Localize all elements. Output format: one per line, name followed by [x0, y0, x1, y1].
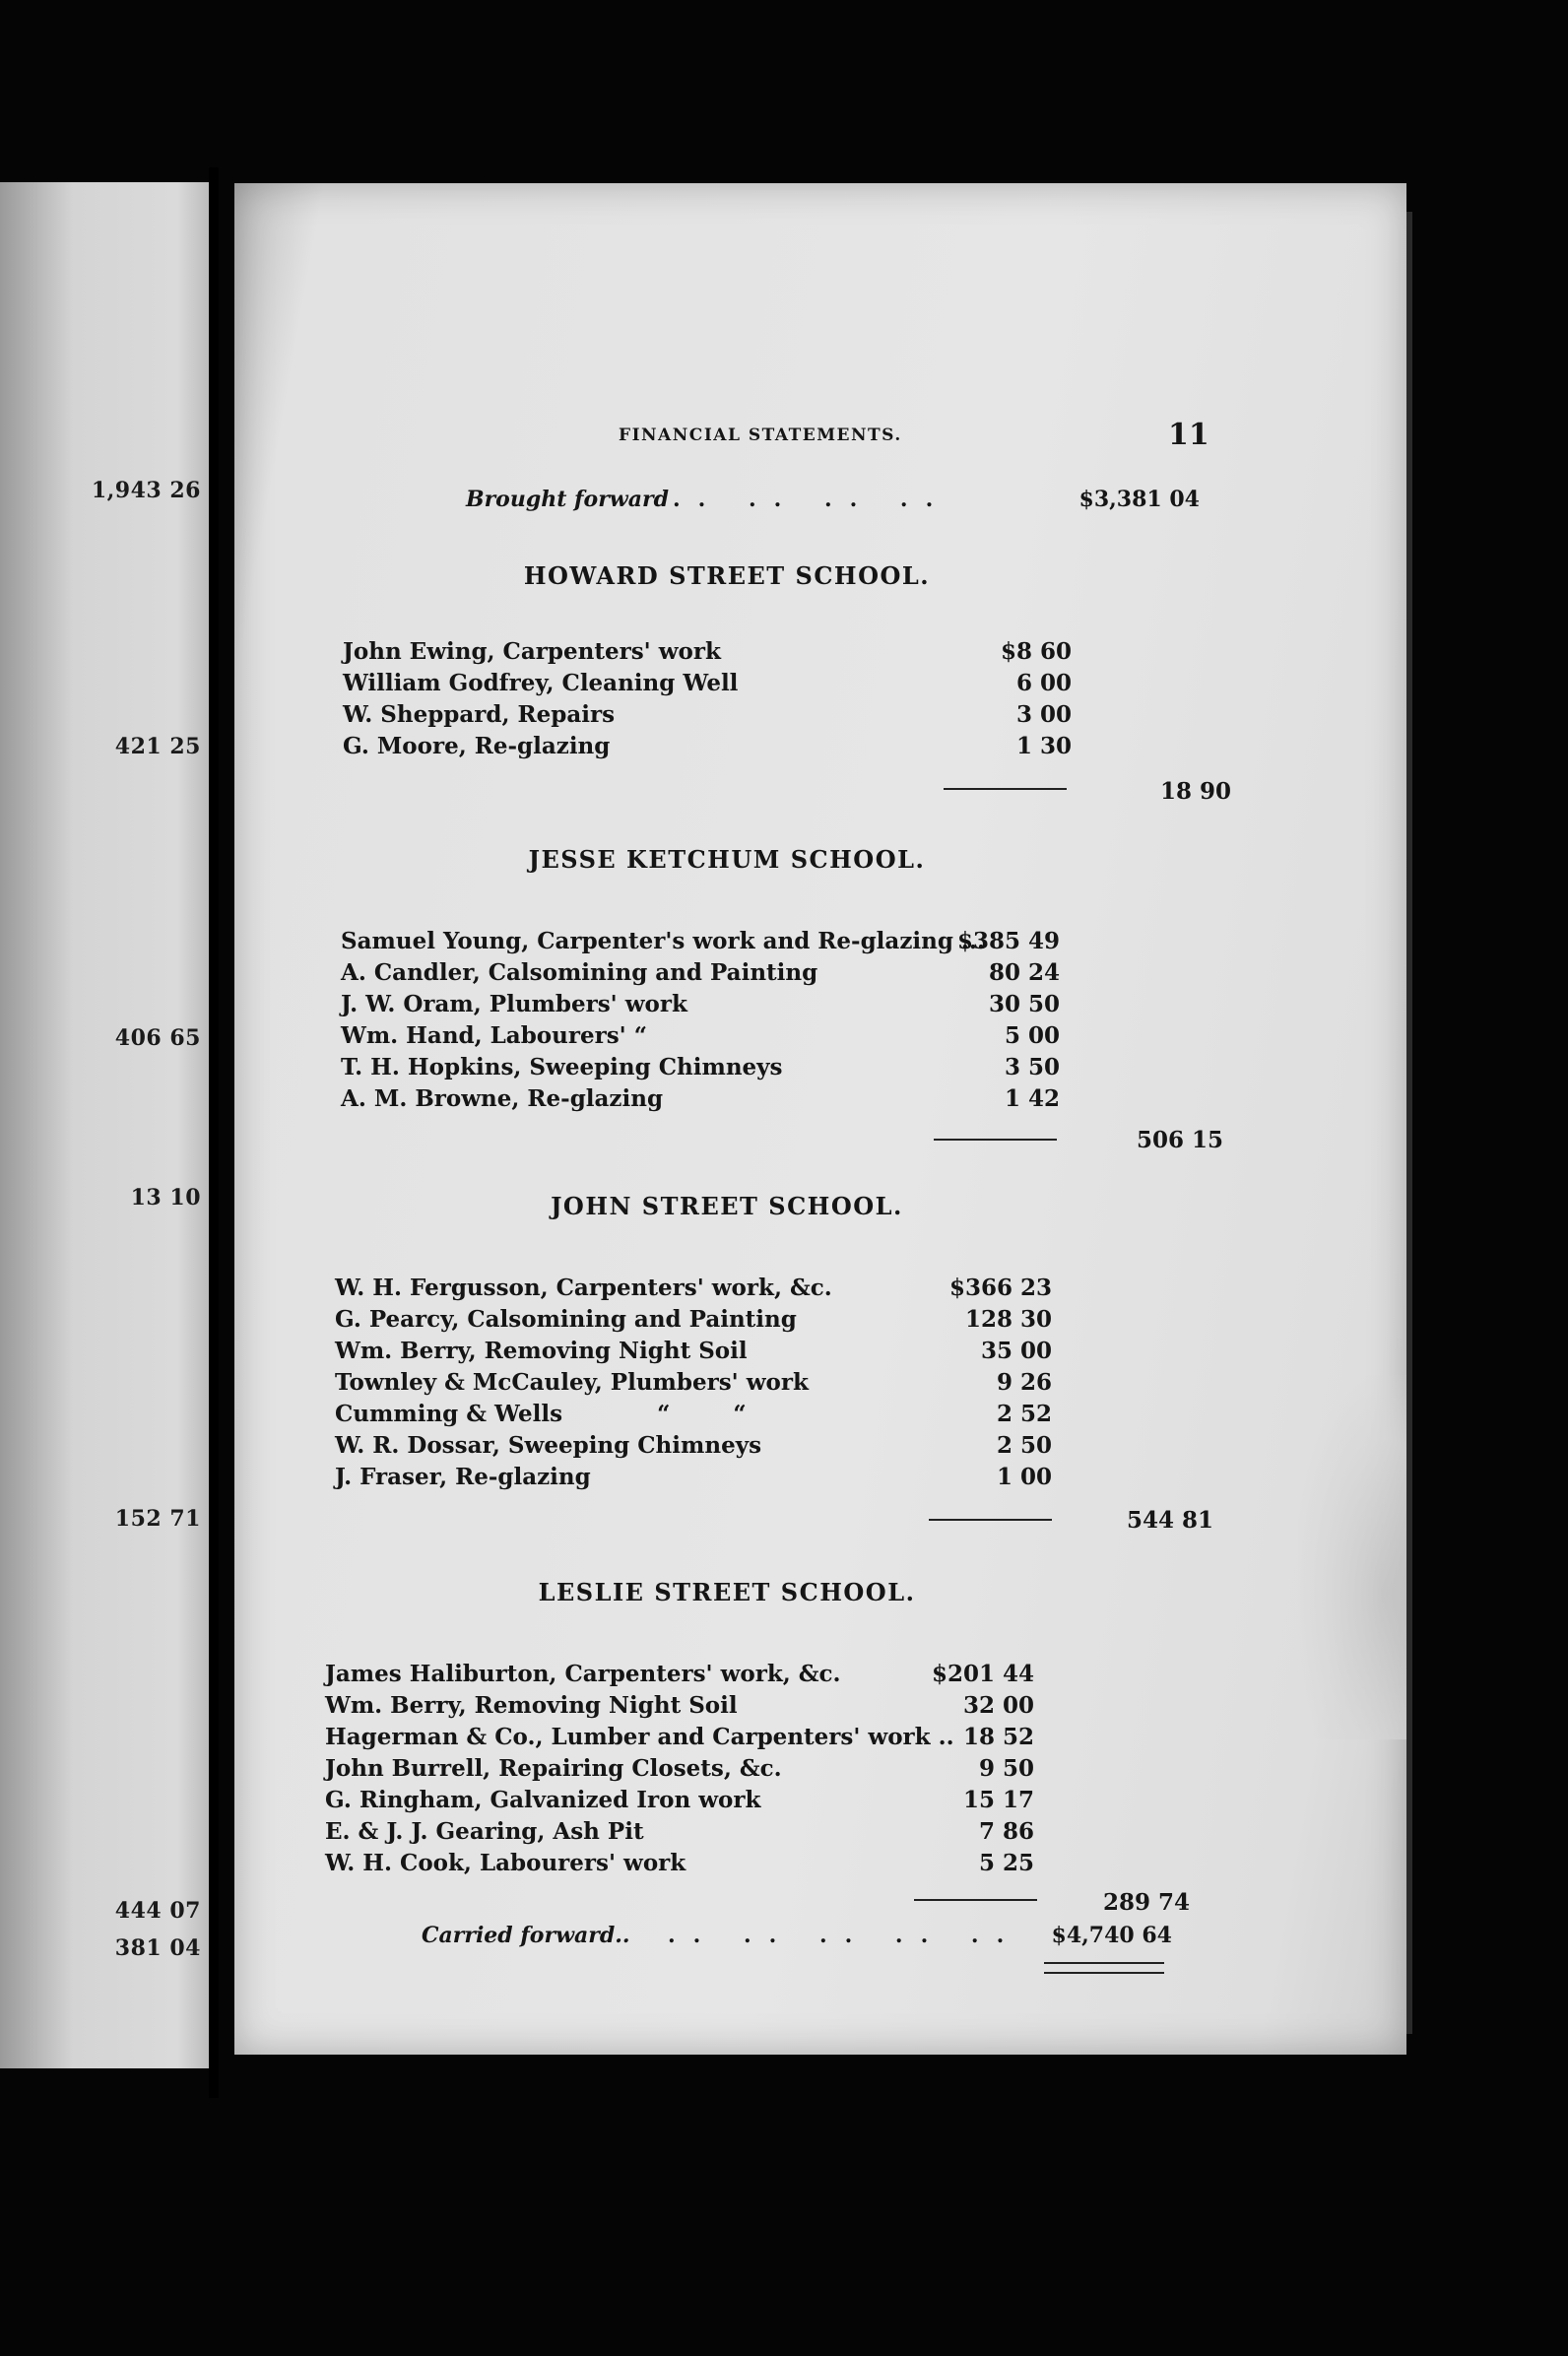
- entry-amount: 6 00: [1015, 670, 1072, 696]
- left-page-amount: 406 65: [114, 1025, 201, 1051]
- ledger-entry: [335, 1306, 1052, 1338]
- entry-name: A. Candler, Calsomining and Painting: [341, 959, 818, 986]
- entry-name: G. Ringham, Galvanized Iron work: [325, 1787, 761, 1813]
- entry-amount: $201 44: [931, 1661, 1034, 1687]
- ledger-entry: [341, 991, 1060, 1022]
- brought-forward-label: Brought forward: [466, 487, 669, 512]
- page-edge: [1406, 212, 1412, 2034]
- brought-forward-amount: $3,381 04: [1078, 487, 1200, 512]
- left-page-amount: 13 10: [130, 1185, 201, 1211]
- paper-stain: [1298, 1375, 1406, 1739]
- entry-name: Wm. Berry, Removing Night Soil: [335, 1338, 748, 1364]
- entry-name: A. M. Browne, Re-glazing: [341, 1085, 664, 1112]
- ledger-entry: [325, 1692, 1034, 1724]
- entry-amount: $8 60: [1000, 638, 1072, 665]
- subtotal-rule: [934, 1139, 1057, 1141]
- entry-amount: 128 30: [964, 1306, 1052, 1333]
- entry-name: Samuel Young, Carpenter's work and Re-glazing ...: [341, 928, 985, 954]
- entry-amount: 9 26: [996, 1369, 1052, 1396]
- entry-amount: 1 30: [1015, 733, 1072, 759]
- entry-name: James Haliburton, Carpenters' work, &c.: [325, 1661, 841, 1687]
- left-page-amount: 1,943 26: [91, 478, 201, 503]
- entry-amount: 5 00: [1004, 1022, 1060, 1049]
- section-title-jesse-ketchum: JESSE KETCHUM SCHOOL.: [528, 845, 926, 874]
- leader-dots: .. .. .. ..: [673, 487, 951, 512]
- entry-name: William Godfrey, Cleaning Well: [343, 670, 739, 696]
- left-page-amount: 444 07: [114, 1898, 201, 1924]
- ledger-entry: [335, 1401, 1052, 1432]
- section-title-john-street: JOHN STREET SCHOOL.: [551, 1192, 903, 1220]
- entry-name: J. W. Oram, Plumbers' work: [341, 991, 687, 1017]
- ledger-entry: [341, 928, 1060, 959]
- brought-forward-row: [234, 487, 1200, 518]
- ledger-entry: [325, 1724, 1034, 1755]
- ledger-entry: [325, 1818, 1034, 1850]
- entry-name: Wm. Berry, Removing Night Soil: [325, 1692, 738, 1719]
- entry-name: John Ewing, Carpenters' work: [343, 638, 721, 665]
- entry-amount: 35 00: [980, 1338, 1052, 1364]
- entry-amount: $366 23: [948, 1275, 1052, 1301]
- entry-amount: $385 49: [956, 928, 1060, 954]
- entry-name: Cumming & Wells “ “: [335, 1401, 747, 1427]
- entry-amount: 32 00: [962, 1692, 1034, 1719]
- ledger-entry: [343, 701, 1072, 733]
- entry-amount: 3 50: [1004, 1054, 1060, 1080]
- entry-amount: 18 52: [962, 1724, 1034, 1750]
- ledger-entry: [341, 1085, 1060, 1117]
- ledger-entry: [335, 1275, 1052, 1306]
- entry-name: J. Fraser, Re-glazing: [335, 1464, 591, 1490]
- subtotal-rule: [944, 788, 1067, 790]
- left-page-amount: 152 71: [114, 1506, 201, 1532]
- entry-name: W. H. Fergusson, Carpenters' work, &c.: [335, 1275, 832, 1301]
- entry-amount: 3 00: [1015, 701, 1072, 728]
- entry-amount: 15 17: [962, 1787, 1034, 1813]
- entry-amount: 1 42: [1004, 1085, 1060, 1112]
- entry-name: W. R. Dossar, Sweeping Chimneys: [335, 1432, 762, 1459]
- subtotal-rule: [929, 1519, 1052, 1521]
- ledger-entry: [335, 1432, 1052, 1464]
- ledger-entry: [325, 1787, 1034, 1818]
- carried-forward-label: Carried forward..: [422, 1923, 630, 1948]
- section-total: 18 90: [1159, 778, 1231, 805]
- previous-page-fragment: [0, 182, 209, 2068]
- ledger-entry: [335, 1338, 1052, 1369]
- entry-name: T. H. Hopkins, Sweeping Chimneys: [341, 1054, 783, 1080]
- section-total: 506 15: [1136, 1127, 1223, 1153]
- running-head: FINANCIAL STATEMENTS.: [619, 425, 902, 445]
- ledger-entry: [341, 1022, 1060, 1054]
- entry-amount: 2 52: [996, 1401, 1052, 1427]
- entry-name: G. Pearcy, Calsomining and Painting: [335, 1306, 797, 1333]
- carried-forward-row: [234, 1923, 1172, 1954]
- section-total: 544 81: [1126, 1507, 1213, 1534]
- entry-name: W. Sheppard, Repairs: [343, 701, 616, 728]
- entry-name: Hagerman & Co., Lumber and Carpenters' work ..: [325, 1724, 954, 1750]
- ledger-entry: [325, 1755, 1034, 1787]
- ledger-entry: [343, 670, 1072, 701]
- entry-name: G. Moore, Re-glazing: [343, 733, 611, 759]
- ledger-entry: [341, 1054, 1060, 1085]
- entry-amount: 2 50: [996, 1432, 1052, 1459]
- page-number: 11: [1168, 418, 1209, 452]
- ledger-entry: [335, 1369, 1052, 1401]
- ledger-entry: [325, 1661, 1034, 1692]
- ledger-entry: [341, 959, 1060, 991]
- entry-amount: 80 24: [988, 959, 1060, 986]
- entry-amount: 30 50: [988, 991, 1060, 1017]
- carried-forward-amount: $4,740 64: [1051, 1923, 1172, 1948]
- leader-dots: .. .. .. .. ..: [668, 1923, 1022, 1948]
- grand-total-double-rule: [1044, 1962, 1164, 1974]
- section-title-howard: HOWARD STREET SCHOOL.: [523, 561, 931, 590]
- entry-name: E. & J. J. Gearing, Ash Pit: [325, 1818, 644, 1845]
- section-title-leslie-street: LESLIE STREET SCHOOL.: [538, 1578, 916, 1606]
- ledger-entry: [335, 1464, 1052, 1495]
- entry-name: Wm. Hand, Labourers' “: [341, 1022, 647, 1049]
- entry-name: W. H. Cook, Labourers' work: [325, 1850, 686, 1876]
- left-page-amount: 421 25: [114, 734, 201, 759]
- book-spine: [209, 167, 219, 2098]
- entry-amount: 1 00: [996, 1464, 1052, 1490]
- ledger-entry: [325, 1850, 1034, 1881]
- entry-amount: 7 86: [978, 1818, 1034, 1845]
- entry-name: John Burrell, Repairing Closets, &c.: [325, 1755, 782, 1782]
- entry-amount: 9 50: [978, 1755, 1034, 1782]
- ledger-entry: [343, 733, 1072, 764]
- ledger-entry: [343, 638, 1072, 670]
- section-total: 289 74: [1102, 1889, 1190, 1916]
- entry-amount: 5 25: [978, 1850, 1034, 1876]
- entry-name: Townley & McCauley, Plumbers' work: [335, 1369, 809, 1396]
- left-page-amount: 381 04: [114, 1935, 201, 1961]
- ledger-page: [234, 183, 1406, 2055]
- subtotal-rule: [914, 1899, 1037, 1901]
